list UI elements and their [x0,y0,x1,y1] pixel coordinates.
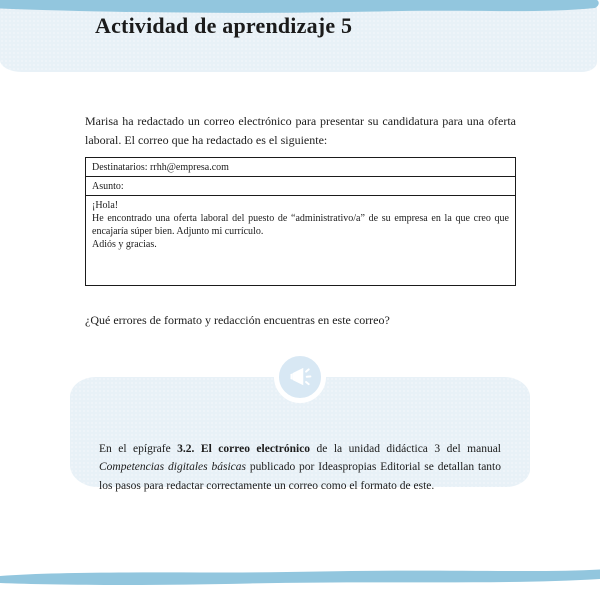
email-body [86,196,515,285]
note-segment: publicado por Ideaspropias Editorial se detallan tanto los pasos para redactar correctamente un correo como el formato de este. [99,461,501,492]
note-segment-italic: Competencias digitales básicas [99,461,246,473]
email-farewell: Adiós y gracias. [92,239,157,250]
email-recipients-row [86,158,515,177]
email-subject-row [86,177,515,196]
question-text: ¿Qué errores de formato y redacción encuentras en este correo? [85,313,390,327]
email-body-paragraph: He encontrado una oferta laboral del puesto de “administrativo/a” de su empresa en la que creo que encajaría súper bien. Adjunto mi currículo. [92,213,509,237]
note-paragraph [99,440,501,496]
email-greeting: ¡Hola! [92,200,119,211]
megaphone-icon [287,364,313,390]
note-segment-bold: 3.2. El correo electrónico [177,442,311,455]
note-segment: En el epígrafe [99,442,178,455]
intro-paragraph: Marisa ha redactado un correo electrónico para presentar su candidatura para una oferta laboral. El correo que ha redactado es el siguiente: [85,114,516,147]
divider-badge [274,351,326,403]
note-segment: de la unidad didáctica 3 del manual [310,442,501,455]
email-box [85,157,516,286]
bottom-wave-decoration [0,563,600,593]
email-subject-text: Asunto: [92,181,124,192]
page-title: Actividad de aprendizaje 5 [95,13,353,38]
email-recipients-text: Destinatarios: rrhh@empresa.com [92,162,229,173]
